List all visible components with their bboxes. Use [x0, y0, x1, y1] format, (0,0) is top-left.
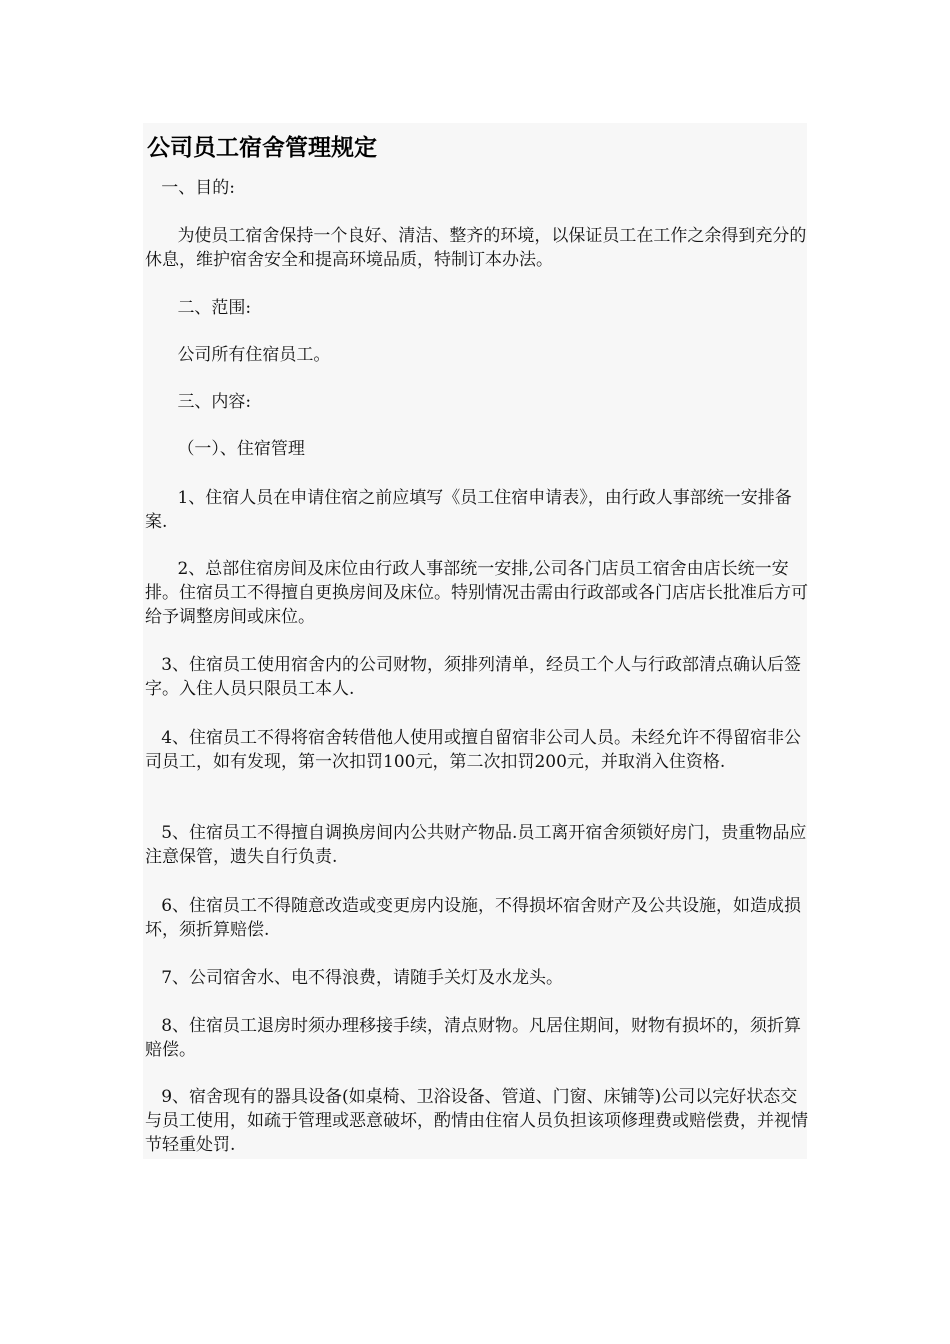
paragraph-scope: 公司所有住宿员工。: [145, 345, 331, 365]
rule-item-4: 4、住宿员工不得将宿舍转借他人使用或擅自留宿非公司人员。未经允许不得留宿非公司员工，如有发现，第一次扣罚100元，第二次扣罚200元，并取消入住资格.: [145, 728, 802, 772]
rule-item-5: 5、住宿员工不得擅自调换房间内公共财产物品.员工离开宿舍须锁好房门，贵重物品应注意保管，遗失自行负责.: [145, 823, 807, 867]
rule-item-8: 8、住宿员工退房时须办理移接手续，清点财物。凡居住期间，财物有损坏的，须折算赔偿。: [145, 1016, 802, 1060]
section-heading-scope: 二、范围:: [145, 298, 252, 318]
section-heading-purpose: 一、目的:: [145, 178, 235, 198]
subsection-heading-accommodation: （一）、住宿管理: [145, 439, 305, 459]
rule-item-6: 6、住宿员工不得随意改造或变更房内设施，不得损坏宿舍财产及公共设施，如造成损坏，须折算赔偿.: [145, 896, 802, 940]
rule-item-3: 3、住宿员工使用宿舍内的公司财物，须排列清单，经员工个人与行政部清点确认后签字。入住人员只限员工本人.: [145, 655, 802, 699]
document-background: [143, 123, 807, 1159]
rule-item-2: 2、总部住宿房间及床位由行政人事部统一安排,公司各门店员工宿舍由店长统一安排。住宿员工不得擅自更换房间及床位。特别情况击需由行政部或各门店店长批准后方可给予调整房间或床位。: [145, 559, 808, 627]
section-heading-content: 三、内容:: [145, 392, 252, 412]
rule-item-9: 9、宿舍现有的器具设备(如桌椅、卫浴设备、管道、门窗、床铺等)公司以完好状态交与员工使用，如疏于管理或恶意破坏，酌情由住宿人员负担该项修理费或赔偿费，并视情节轻重处罚.: [145, 1087, 808, 1155]
paragraph-purpose: 为使员工宿舍保持一个良好、清洁、整齐的环境，以保证员工在工作之余得到充分的休息，维护宿舍安全和提高环境品质，特制订本办法。: [145, 226, 807, 270]
rule-item-7: 7、公司宿舍水、电不得浪费，请随手关灯及水龙头。: [145, 968, 564, 988]
document-title: 公司员工宿舍管理规定: [147, 135, 377, 161]
rule-item-1: 1、住宿人员在申请住宿之前应填写《员工住宿申请表》，由行政人事部统一安排备案.: [145, 488, 792, 532]
